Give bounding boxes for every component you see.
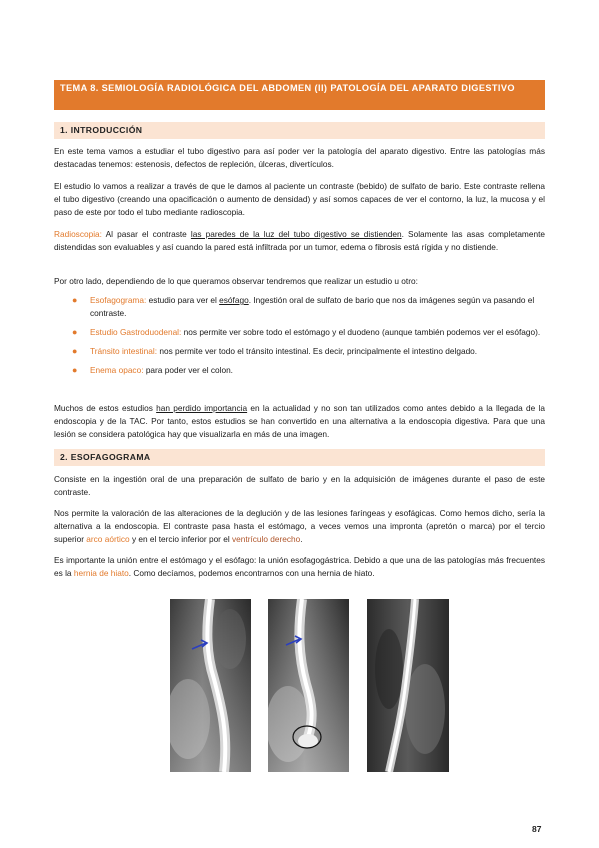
bullet-icon: ● [72,364,78,375]
list-item: ● Enema opaco: para poder ver el colon. [72,364,233,375]
esophagogram-xray-2 [268,599,349,772]
esofagograma-paragraph-1: Consiste en la ingestión oral de una preparación de sulfato de bario y en la adquisición de imágenes durante el paso de este contraste. [54,474,545,497]
bullet-icon: ● [72,345,78,356]
bullet-icon: ● [72,326,78,337]
esophagogram-xray-1 [170,599,251,772]
intro-paragraph-4: Por otro lado, dependiendo de lo que queramos observar tendremos que realizar un estudio u otro: [54,276,418,286]
esofagograma-paragraph-2: Nos permite la valoración de las alteraciones de la deglución y de las lesiones faríngeas y esofágicas. Como hemos dicho, sería la alternativa a la endoscopia. El contraste pasa hasta el estómago, a veces vemos una impronta (apretón o marca) por el tercio superior arco aórtico y en el tercio inferior por el ventrículo derecho. [54,508,545,544]
intro-paragraph-2: El estudio lo vamos a realizar a través de que le damos al paciente un contraste (bebido) de sulfato de bario. Este contraste rellena el tubo digestivo (creando una opacificación o aumento de densidad) y así somos capaces de ver el contorno, la luz, la mucosa y el paso de este por todo el tubo mediante radioscopia. [54,181,545,217]
esofagograma-paragraph-3: Es importante la unión entre el estómago y el esófago: la unión esofagogástrica. Debido a que una de las patologías más frecuentes es la hernia de hiato. Como decíamos, podemos encontrarnos con una hernia de hiato. [54,555,545,578]
radioscopia-paragraph: Radioscopia: Al pasar el contraste las paredes de la luz del tubo digestivo se distienden. Solamente las asas completamente distendidas son evaluables y así cuando la pared está infiltrada por un tumor, edema o fibrosis está rígida y no distiende. [54,229,545,252]
radioscopia-term: Radioscopia: [54,229,102,239]
intro-paragraph-5: Muchos de estos estudios han perdido importancia en la actualidad y no son tan utilizados como antes debido a la llegada de la endoscopia y de la TAC. Por tanto, estos estudios se han convertido en una alternativa a la endoscopia digestiva. Para que una lesión se considera patológica hay que visualizarla en más de una imagen. [54,403,545,439]
page-number: 87 [532,824,542,834]
study-types-list [54,294,545,383]
distension-underline: las paredes de la luz del tubo digestivo se distienden [190,229,402,239]
bullet-icon: ● [72,295,78,305]
list-item: ● Estudio Gastroduodenal: nos permite ver sobre todo el estómago y el duodeno (aunque también podemos ver el esófago). [72,326,541,337]
list-item: ● Esofagograma: estudio para ver el esófago. Ingestión oral de sulfato de bario que nos da imágenes según va pasando el contraste. [72,295,535,318]
chapter-title: TEMA 8. SEMIOLOGÍA RADIOLÓGICA DEL ABDOMEN (II) PATOLOGÍA DEL APARATO DIGESTIVO [54,80,545,110]
section-heading-introduccion: 1. INTRODUCCIÓN [54,122,545,139]
intro-paragraph-1: En este tema vamos a estudiar el tubo digestivo para así poder ver la patología del aparato digestivo. Entre las patologías más destacadas tenemos: estenosis, defectos de repleción, úlceras, divertículos. [54,146,545,169]
section-heading-esofagograma: 2. ESOFAGOGRAMA [54,449,545,466]
list-item: ● Tránsito intestinal: nos permite ver todo el tránsito intestinal. Es decir, principalmente el intestino delgado. [72,345,478,356]
esophagogram-xray-3 [367,599,449,772]
